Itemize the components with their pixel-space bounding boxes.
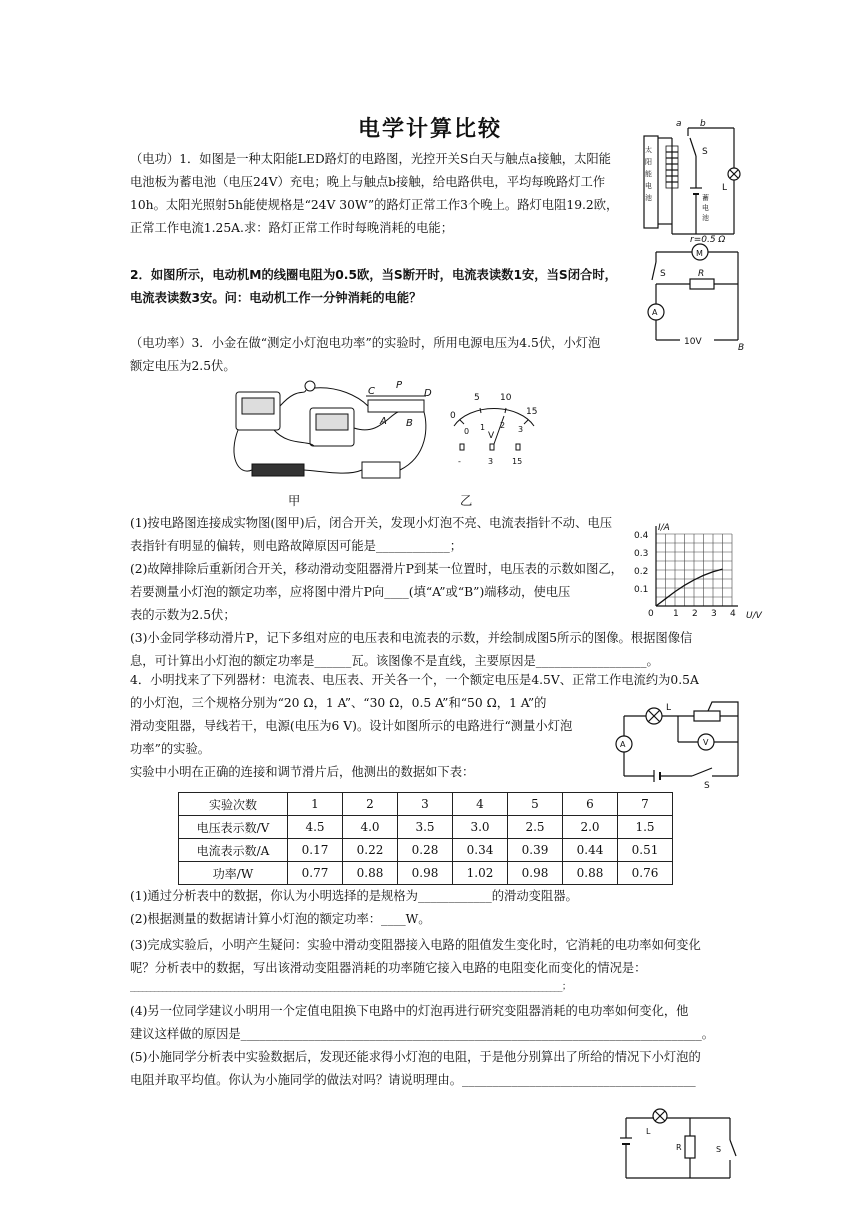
- table-cell: 3.5: [398, 816, 453, 839]
- x-axis-label: U/V: [746, 611, 762, 621]
- q4-sub-line: (5)小施同学分析表中实验数据后，发现还能求得小灯泡的电阻，于是他分别算出了所给的情况下小灯泡的: [130, 1050, 701, 1064]
- table-cell: 2: [343, 793, 398, 816]
- dial-unit-label: V: [488, 431, 495, 441]
- table-cell: 2.0: [563, 816, 618, 839]
- table-cell: 1.5: [618, 816, 673, 839]
- q3-sub-line: (2)故障排除后重新闭合开关，移动滑动变阻器滑片P到某一位置时，电压表的示数如图乙，: [130, 562, 623, 576]
- x-tick-label: 2: [692, 609, 698, 619]
- y-axis-label: I/A: [658, 523, 670, 533]
- dial-tick-label: 1: [480, 423, 486, 432]
- x-tick-label: 3: [711, 609, 717, 619]
- table-cell: 0.88: [563, 862, 618, 885]
- table-cell: 实验次数: [179, 793, 288, 816]
- terminal-c-label: C: [368, 386, 375, 397]
- panel-char: 池: [645, 194, 652, 202]
- table-cell: 0.44: [563, 839, 618, 862]
- q3-sub-line: 表的示数为2.5伏；: [130, 608, 236, 622]
- q3-sub-line: (3)小金同学移动滑片P，记下多组对应的电压表和电流表的示数，并绘制成图5所示的图像。根据图像信: [130, 631, 693, 645]
- table-cell: 0.22: [343, 839, 398, 862]
- switch-icon: [652, 262, 656, 280]
- table-cell: 电压表示数/V: [179, 816, 288, 839]
- rheostat-icon: [368, 400, 424, 412]
- q4-sub-line: 建议这样做的原因是___________________________________________________________________________。: [130, 1027, 715, 1041]
- y-tick-label: 0: [648, 609, 654, 619]
- table-cell: 0.76: [618, 862, 673, 885]
- q4-sub-line: (4)另一位同学建议小明用一个定值电阻换下电路中的灯泡再进行研究变阻器消耗的电功率如何变化，他: [130, 1004, 689, 1018]
- table-cell: 0.51: [618, 839, 673, 862]
- q1-line: 电池板为蓄电池（电压24V）充电；晚上与触点b接触，给电路供电，平均每晚路灯工作: [130, 175, 606, 189]
- y-tick-label: 0.4: [634, 531, 649, 541]
- terminal-a-label: A: [380, 416, 387, 427]
- switch-icon: [692, 768, 712, 776]
- table-cell: 4: [453, 793, 508, 816]
- slider-p-label: P: [396, 380, 403, 391]
- contact-b-label: b: [700, 119, 706, 129]
- motor-resistance-label: r=0.5 Ω: [690, 235, 726, 245]
- q4-sub-line: 呢？分析表中的数据，写出该滑动变阻器消耗的功率随它接入电路的电阻变化而变化的情况是：: [130, 961, 647, 975]
- switch-label: S: [716, 1145, 722, 1154]
- table-cell: 2.5: [508, 816, 563, 839]
- y-tick-label: 0.2: [634, 567, 649, 577]
- q1-line: 10h。太阳光照射5h能使规格是“24V 30W”的路灯正常工作3个晚上。路灯电阻19.2欧，: [130, 198, 619, 212]
- table-cell: 0.77: [288, 862, 343, 885]
- iu-curve-line: [656, 569, 723, 606]
- figure-label-jia: 甲: [288, 494, 301, 508]
- terminal-label: -: [458, 457, 461, 466]
- terminal-d-label: D: [424, 388, 432, 399]
- switch-icon: [690, 138, 696, 156]
- lamp-label: L: [646, 1127, 651, 1136]
- panel-char: 阳: [645, 158, 652, 166]
- q4-sub-line: 电阻并取平均值。你认为小施同学的做法对吗？请说明理由。______________________________________: [130, 1073, 696, 1087]
- table-cell: 0.17: [288, 839, 343, 862]
- table-cell: 1: [288, 793, 343, 816]
- voltage-label: 10V: [684, 337, 702, 347]
- table-cell: 0.98: [508, 862, 563, 885]
- table-cell: 7: [618, 793, 673, 816]
- q4-line: 滑动变阻器，导线若干，电源(电压为6 V)。设计如图所示的电路进行“测量小灯泡: [130, 719, 573, 733]
- terminal-label: 3: [488, 457, 494, 466]
- terminal-b-label: B: [406, 418, 413, 429]
- terminal-label: 15: [512, 457, 523, 466]
- table-cell: 6: [563, 793, 618, 816]
- voltmeter-label: V: [703, 738, 709, 747]
- switch-label: S: [660, 269, 666, 279]
- lamp-power-circuit: [608, 698, 748, 788]
- battery-icon: [252, 464, 304, 476]
- resistor-label: R: [676, 1143, 682, 1152]
- bottom-circuit-diagram: [618, 1104, 742, 1188]
- q3-sub-line: 息，可计算出小灯泡的额定功率是______瓦。该图像不是直线，主要原因是__________________。: [130, 654, 659, 668]
- q3-sub-line: (1)按电路图连接成实物图(图甲)后，闭合开关，发现小灯泡不亮、电流表指针不动、电压: [130, 516, 612, 530]
- y-tick-label: 0.1: [634, 585, 649, 595]
- battery-char: 蓄: [702, 194, 709, 202]
- q2-line: 2．如图所示，电动机M的线圈电阻为0.5欧，当S断开时，电流表读数1安，当S闭合时，: [130, 268, 617, 282]
- y-tick-label: 0.3: [634, 549, 649, 559]
- dial-tick-label: 10: [500, 393, 512, 403]
- contact-a-label: a: [676, 119, 682, 129]
- bulb-icon: [305, 381, 315, 391]
- dial-tick-label: 2: [500, 421, 506, 430]
- dial-tick-label: 3: [518, 425, 524, 434]
- battery-char: 池: [702, 214, 709, 222]
- table-cell: 3: [398, 793, 453, 816]
- table-cell: 0.98: [398, 862, 453, 885]
- q3-line: 额定电压为2.5伏。: [130, 359, 236, 373]
- dial-tick-label: 0: [464, 427, 470, 436]
- terminal-b-label: B: [738, 343, 745, 352]
- table-row: [179, 816, 673, 839]
- resistor-icon: [690, 279, 714, 289]
- dial-tick-label: 5: [474, 393, 480, 403]
- dial-tick-label: 15: [526, 407, 538, 417]
- q4-line: 功率”的实验。: [130, 742, 211, 756]
- table-cell: 电流表示数/A: [179, 839, 288, 862]
- q3-sub-line: 表指针有明显的偏转，则电路故障原因可能是____________；: [130, 539, 463, 553]
- q1-line: 正常工作电流1.25A.求：路灯正常工作时每晚消耗的电能；: [130, 221, 453, 235]
- table-cell: 0.88: [343, 862, 398, 885]
- figure-label-yi: 乙: [460, 494, 473, 508]
- q4-sub-line: (3)完成实验后，小明产生疑问：实验中滑动变阻器接入电路的阻值发生变化时，它消耗的电功率如何变化: [130, 938, 701, 952]
- q4-line: 4．小明找来了下列器材：电流表、电压表、开关各一个，一个额定电压是4.5V、正常工作电流约为0.5A: [130, 673, 699, 687]
- resistor-label: R: [698, 269, 705, 279]
- table-cell: 0.34: [453, 839, 508, 862]
- lamp-label: L: [722, 183, 728, 193]
- apparatus-figure-jia: [228, 376, 438, 500]
- switch-label: S: [704, 781, 710, 788]
- table-cell: 0.39: [508, 839, 563, 862]
- rheostat-icon: [694, 711, 720, 721]
- switch-label: S: [702, 147, 708, 157]
- solar-circuit-diagram: [636, 116, 746, 246]
- motor-circuit-diagram: [640, 232, 750, 352]
- table-cell: 功率/W: [179, 862, 288, 885]
- q3-line: （电功率）3．小金在做“测定小灯泡电功率”的实验时，所用电源电压为4.5伏，小灯泡: [130, 336, 601, 350]
- switch-icon: [730, 1140, 736, 1156]
- table-row: [179, 862, 673, 885]
- voltmeter-dial-yi: [444, 386, 544, 470]
- table-row: [179, 839, 673, 862]
- q4-sub-line: (2)根据测量的数据请计算小灯泡的额定功率：____W。: [130, 912, 431, 926]
- battery-char: 电: [702, 204, 709, 212]
- table-header-row: [179, 793, 673, 816]
- current-voltage-graph: [628, 520, 768, 624]
- switch-icon: [362, 462, 400, 478]
- q4-sub-line: (1)通过分析表中的数据，你认为小明选择的是规格为____________的滑动变阻器。: [130, 889, 578, 903]
- table-cell: 5: [508, 793, 563, 816]
- panel-char: 能: [645, 170, 652, 178]
- panel-char: 电: [645, 182, 652, 190]
- q4-line: 的小灯泡，三个规格分别为“20 Ω，1 A”、“30 Ω，0.5 A”和“50 Ω，1 A”的: [130, 696, 547, 710]
- dial-tick-label: 0: [450, 411, 456, 421]
- q4-line: 实验中小明在正确的连接和调节滑片后，他测出的数据如下表：: [130, 765, 475, 779]
- table-cell: 4.0: [343, 816, 398, 839]
- table-cell: 3.0: [453, 816, 508, 839]
- q4-sub-line: ____________________________________________________________________________________________________________；: [130, 982, 571, 992]
- page-title: 电学计算比较: [357, 117, 502, 142]
- q2-line: 电流表读数3安。问：电动机工作一分钟消耗的电能？: [130, 291, 422, 305]
- panel-char: 太: [645, 146, 652, 154]
- table-cell: 1.02: [453, 862, 508, 885]
- ammeter-label: A: [652, 308, 658, 317]
- lamp-label: L: [666, 703, 672, 713]
- x-tick-label: 4: [730, 609, 736, 619]
- q3-sub-line: 若要测量小灯泡的额定功率，应将图中滑片P向____(填“A”或“B”)端移动，使电压: [130, 585, 571, 599]
- measurement-table: [178, 792, 673, 885]
- ammeter-label: A: [620, 740, 626, 749]
- table-cell: 4.5: [288, 816, 343, 839]
- table-cell: 0.28: [398, 839, 453, 862]
- motor-label: M: [696, 249, 703, 258]
- x-tick-label: 1: [673, 609, 679, 619]
- resistor-icon: [685, 1136, 695, 1158]
- q1-line: （电功）1．如图是一种太阳能LED路灯的电路图，光控开关S白天与触点a接触，太阳能: [130, 152, 611, 166]
